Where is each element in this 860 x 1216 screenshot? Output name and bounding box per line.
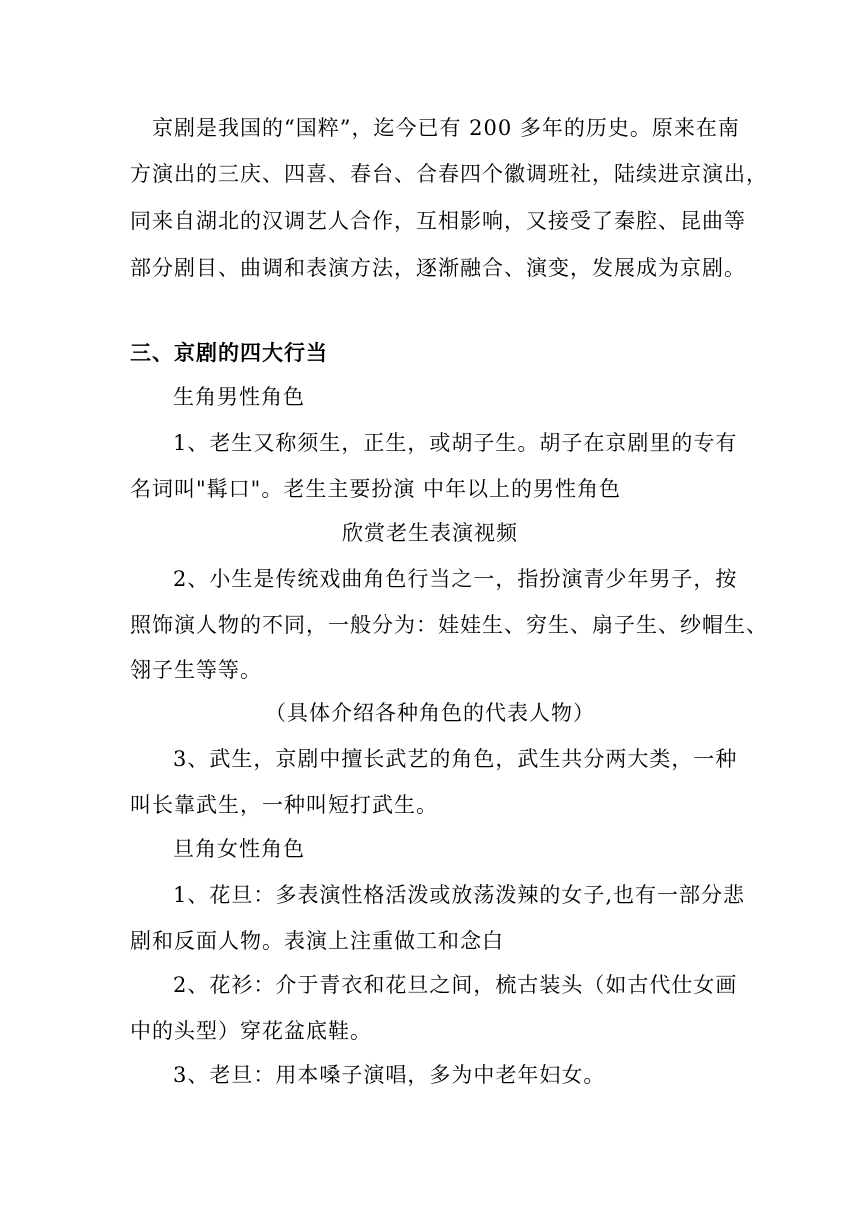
intro-note: （具体介绍各种角色的代表人物） [265,701,595,725]
section-heading: 三、京剧的四大行当 [130,341,328,365]
sheng-item1-line-1: 1、老生又称须生，正生，或胡子生。胡子在京剧里的专有 [173,431,738,455]
intro-line-1: 京剧是我国的“国粹”，迄今已有 200 多年的历史。原来在南 [152,116,740,140]
dan-item2-line-1: 2、花衫：介于青衣和花旦之间，梳古装头（如古代仕女画 [173,973,738,997]
video-note: 欣赏老生表演视频 [342,521,518,545]
sheng-title: 生角男性角色 [173,385,305,409]
sheng-item2-line-2: 照饰演人物的不同，一般分为：娃娃生、穷生、扇子生、纱帽生、 [130,613,768,637]
dan-title: 旦角女性角色 [173,837,305,861]
dan-item1-line-1: 1、花旦：多表演性格活泼或放荡泼辣的女子,也有一部分悲 [173,883,746,907]
intro-line-3: 同来自湖北的汉调艺人合作，互相影响，又接受了秦腔、昆曲等 [130,209,746,233]
sheng-item3-line-2: 叫长靠武生，一种叫短打武生。 [130,793,438,817]
sheng-item2-line-1: 2、小生是传统戏曲角色行当之一，指扮演青少年男子，按 [173,567,738,591]
sheng-item3-line-1: 3、武生，京剧中擅长武艺的角色，武生共分两大类，一种 [173,747,738,771]
sheng-item1-line-2: 名词叫"髯口"。老生主要扮演 中年以上的男性角色 [130,477,621,501]
dan-item2-line-2: 中的头型）穿花盆底鞋。 [130,1019,372,1043]
dan-item3-line-1: 3、老旦：用本嗓子演唱，多为中老年妇女。 [173,1063,606,1087]
sheng-item2-line-3: 翎子生等等。 [130,658,262,682]
dan-item1-line-2: 剧和反面人物。表演上注重做工和念白 [130,929,504,953]
intro-line-2: 方演出的三庆、四喜、春台、合春四个徽调班社，陆续进京演出， [130,162,768,186]
intro-line-4: 部分剧目、曲调和表演方法，逐渐融合、演变，发展成为京剧。 [130,256,746,280]
